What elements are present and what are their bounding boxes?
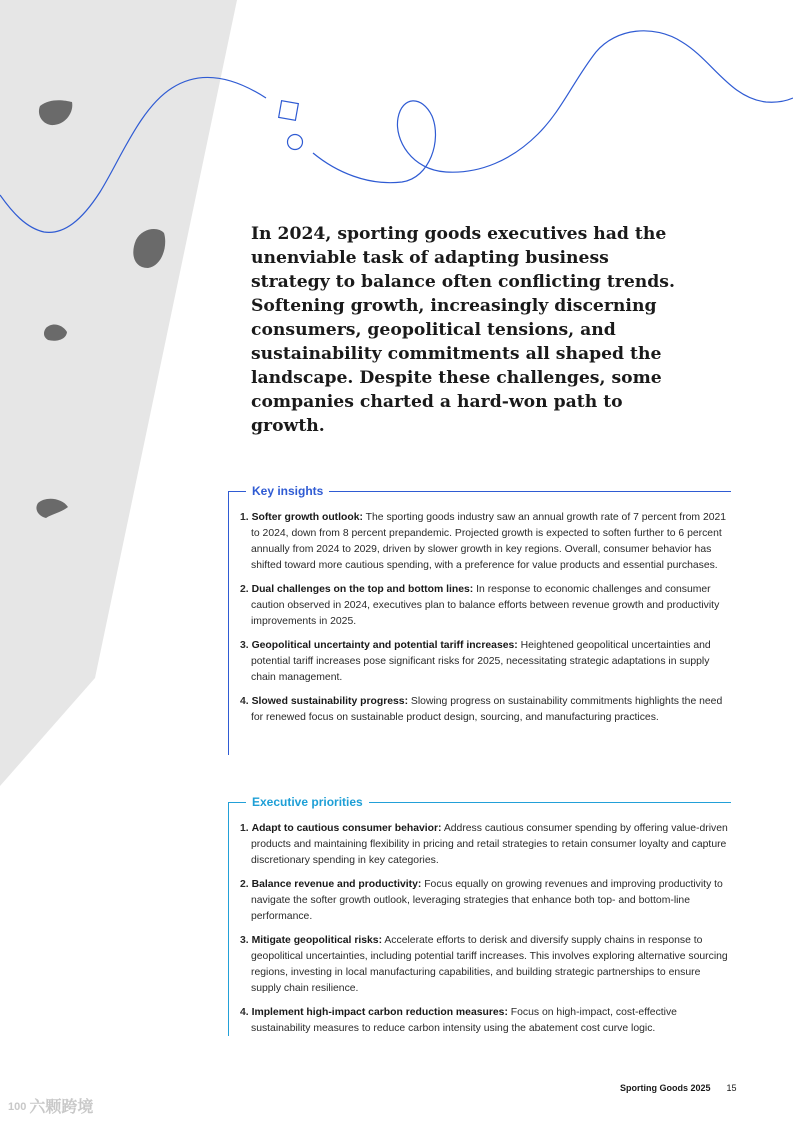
item-text: Focus equally on growing revenues and improving productivity to navigate the softer growth outlook, leveraging strategies that enhance both top- and bottom-line performance. bbox=[251, 879, 723, 922]
item-title: Implement high-impact carbon reduction measures: bbox=[251, 1007, 508, 1018]
item-text: Focus on high-impact, cost-effective sustainability measures to reduce carbon intensity using the abatement cost curve logic. bbox=[251, 1007, 677, 1034]
item-text: Address cautious consumer spending by offering value-driven products and maintaining flexibility in pricing and retail strategies to retain consumer loyalty and capture discretionary spending in key categories. bbox=[251, 823, 728, 866]
key-insights-box bbox=[228, 482, 731, 757]
item-title: Balance revenue and productivity: bbox=[251, 879, 422, 890]
item-title: Mitigate geopolitical risks: bbox=[251, 935, 383, 946]
page-footer bbox=[620, 1083, 737, 1093]
list-item bbox=[240, 1005, 731, 1037]
item-number: 4. bbox=[240, 1007, 249, 1018]
box-left-rule bbox=[228, 491, 229, 755]
item-title: Adapt to cautious consumer behavior: bbox=[251, 823, 442, 834]
intro-paragraph: In 2024, sporting goods executives had the unenviable task of adapting business strategy to balance often conflicting trends. Softening growth, increasingly discerning consumers, geopolitical tensions, and sustainability commitments all shaped the landscape. Despite these challenges, some companies charted a hard-won path to growth. bbox=[251, 224, 675, 436]
key-insights-heading: Key insights bbox=[246, 482, 329, 500]
squiggle-line bbox=[313, 31, 793, 183]
key-insights-list bbox=[240, 510, 731, 734]
item-text: Accelerate efforts to derisk and diversify supply chains in response to geopolitical uncertainties, including potential tariff increases. This involves exploring alternative sourcing regions, investing in local manufacturing capabilities, and building strategic partnerships to ensure supply chain resilience. bbox=[251, 935, 728, 994]
item-text: In response to economic challenges and consumer caution observed in 2024, executives plan to balance efforts between revenue growth and productivity improvements in 2025. bbox=[251, 584, 720, 627]
item-title: Dual challenges on the top and bottom lines: bbox=[251, 584, 474, 595]
gray-panel bbox=[0, 0, 237, 786]
list-item bbox=[240, 638, 731, 686]
square-outline bbox=[279, 101, 299, 121]
item-number: 2. bbox=[240, 584, 249, 595]
list-item bbox=[240, 510, 731, 574]
item-number: 3. bbox=[240, 640, 249, 651]
item-title: Softer growth outlook: bbox=[251, 512, 363, 523]
item-text: Slowing progress on sustainability commitments highlights the need for renewed focus on sustainable product design, sourcing, and manufacturing practices. bbox=[251, 696, 723, 723]
box-left-rule bbox=[228, 802, 229, 1036]
executive-priorities-heading: Executive priorities bbox=[246, 793, 369, 811]
item-number: 4. bbox=[240, 696, 249, 707]
list-item bbox=[240, 933, 731, 997]
item-title: Slowed sustainability progress: bbox=[251, 696, 409, 707]
watermark-text: 六颗跨境 bbox=[29, 1099, 94, 1116]
list-item bbox=[240, 694, 731, 726]
list-item bbox=[240, 877, 731, 925]
circle-outline bbox=[288, 135, 303, 150]
executive-priorities-list bbox=[240, 821, 731, 1045]
executive-priorities-box bbox=[228, 793, 731, 1038]
watermark-logo: 100 bbox=[8, 1101, 27, 1113]
list-item bbox=[240, 582, 731, 630]
list-item bbox=[240, 821, 731, 869]
item-number: 3. bbox=[240, 935, 249, 946]
watermark bbox=[8, 1094, 93, 1117]
item-number: 1. bbox=[240, 823, 249, 834]
page-number: 15 bbox=[726, 1083, 737, 1093]
item-text: The sporting goods industry saw an annual growth rate of 7 percent from 2021 to 2024, down from 8 percent prepandemic. Projected growth is expected to soften further to 6 percent annually from 2024 to 2029, driven by slower growth in key regions. Overall, consumer behavior has shifted toward more cautious spending, with a preference for value products and essential purchases. bbox=[251, 512, 727, 571]
item-number: 2. bbox=[240, 879, 249, 890]
item-title: Geopolitical uncertainty and potential tariff increases: bbox=[251, 640, 518, 651]
publication-title: Sporting Goods 2025 bbox=[620, 1083, 711, 1093]
item-text: Heightened geopolitical uncertainties and potential tariff increases pose significant risks for 2025, necessitating strategic adaptations in supply chain management. bbox=[251, 640, 711, 683]
item-number: 1. bbox=[240, 512, 249, 523]
